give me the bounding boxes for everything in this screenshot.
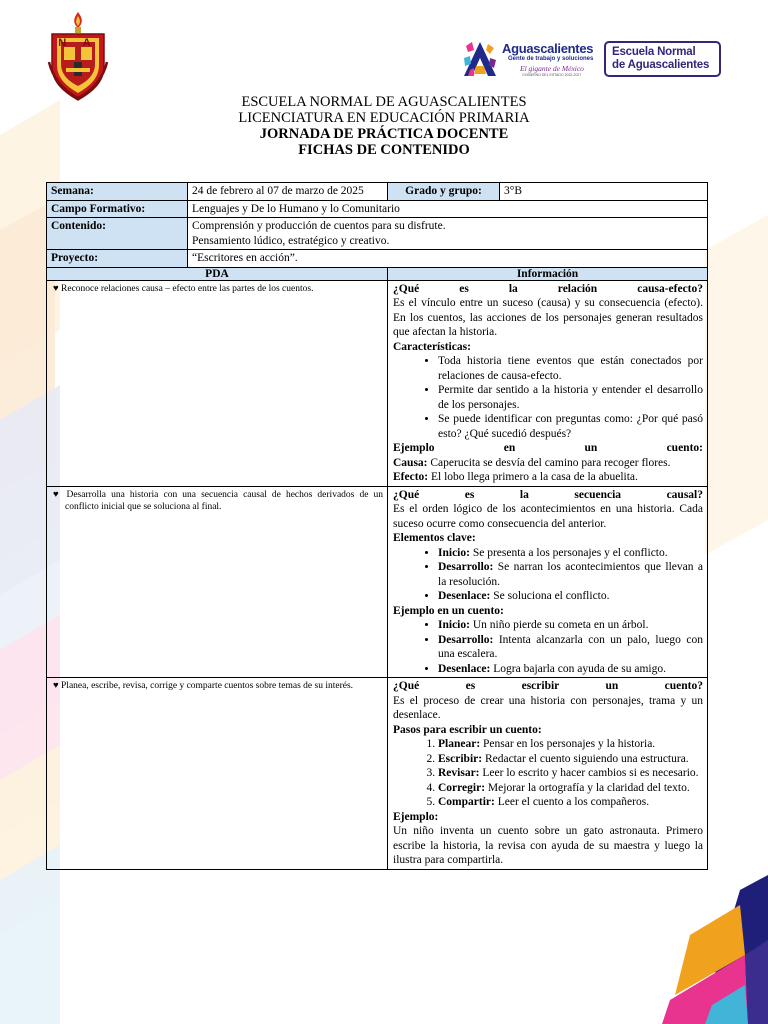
list-item: • Desarrollo: Se narran los acontecimientos que llevan a la resolución.: [438, 560, 703, 589]
list-item: • Inicio: Un niño pierde su cometa en un árbol.: [438, 618, 703, 633]
contenido-line: Pensamiento lúdico, estratégico y creativo.: [192, 234, 390, 247]
info-list: [393, 354, 703, 441]
list-item: • Se puede identificar con preguntas como: ¿Por qué pasó esto? ¿Qué sucedió después?: [438, 412, 703, 441]
heart-bullet-icon: ♥: [53, 283, 59, 294]
campo-label: Campo Formativo:: [47, 200, 188, 218]
row-campo: [47, 200, 708, 218]
list-item: • Desarrollo: Intenta alcanzarla con un palo, luego con una escalera.: [438, 633, 703, 662]
pda-cell: [47, 280, 388, 486]
contenido-line: Comprensión y producción de cuentos para su disfrute.: [192, 220, 446, 232]
info-list-title: Características:: [393, 340, 471, 353]
table-row: [47, 486, 708, 678]
list-item: 4. Corregir: Mejorar la ortografía y la claridad del texto.: [438, 781, 703, 796]
heart-bullet-icon: ♥: [53, 489, 62, 500]
column-header-row: [47, 267, 708, 280]
aguascalientes-wordmark: Aguascalientes: [502, 41, 594, 56]
list-item: • Toda historia tiene eventos que están conectados por relaciones de causa-efecto.: [438, 354, 703, 383]
info-definition: Es el orden lógico de los acontecimientos en una historia. Cada suceso ocurre como consecuencia del anterior.: [393, 503, 703, 530]
escuela-normal-logo-line1: Escuela Normal: [612, 46, 696, 58]
example-text: Un niño inventa un cuento sobre un gato astronauta. Primero escribe la historia, la revisa con ayuda de su maestra y luego la ilustra para compartirla.: [393, 825, 703, 866]
pda-text: Reconoce relaciones causa – efecto entre las partes de los cuentos.: [61, 283, 314, 294]
example-list: [393, 618, 703, 676]
list-item: 5. Compartir: Leer el cuento a los compañeros.: [438, 795, 703, 810]
effect-text: El lobo llega primero a la casa de la abuelita.: [428, 471, 638, 483]
crest-letters: N A: [58, 37, 98, 49]
pda-column-header: PDA: [47, 267, 388, 280]
escuela-normal-logo-line2: de Aguascalientes: [612, 59, 710, 71]
list-item: 2. Escribir: Redactar el cuento siguiendo una estructura.: [438, 752, 703, 767]
list-item: • Inicio: Se presenta a los personajes y el conflicto.: [438, 546, 703, 561]
info-cell: [388, 678, 708, 870]
semana-label: Semana:: [47, 183, 188, 201]
grado-label: Grado y grupo:: [388, 183, 500, 201]
info-definition: Es el proceso de crear una historia con personajes, trama y un desenlace.: [393, 694, 703, 721]
pda-cell: [47, 678, 388, 870]
pda-cell: [47, 486, 388, 678]
info-list-title: Elementos clave:: [393, 532, 476, 544]
info-column-header: Información: [388, 267, 708, 280]
escuela-normal-logo: [604, 41, 721, 77]
info-example-title: Ejemplo en un cuento:: [393, 442, 703, 454]
info-question: ¿Qué es escribir un cuento?: [393, 680, 703, 692]
document-title: FICHAS DE CONTENIDO: [298, 142, 470, 158]
pda-text: Planea, escribe, revisa, corrige y comparte cuentos sobre temas de su interés.: [61, 681, 354, 691]
list-item: • Desenlace: Logra bajarla con ayuda de su amigo.: [438, 662, 703, 677]
grado-value: 3°B: [500, 183, 708, 201]
info-example-title: Ejemplo en un cuento:: [393, 604, 504, 617]
aguascalientes-mark-icon: [462, 40, 498, 78]
proyecto-label: Proyecto:: [47, 250, 188, 268]
content-table: [46, 182, 708, 870]
table-row: [47, 678, 708, 870]
example-effect: [393, 470, 703, 485]
aguascalientes-fineprint: GOBIERNO DEL ESTADO 2022-2027: [522, 73, 582, 77]
list-item: • Permite dar sentido a la historia y entender el desarrollo de los personajes.: [438, 383, 703, 412]
cause-label: Causa:: [393, 456, 428, 469]
table-row: [47, 280, 708, 486]
info-cell: [388, 280, 708, 486]
aguascalientes-tagline: Gente de trabajo y soluciones: [508, 56, 594, 62]
aguascalientes-slogan: El gigante de México: [520, 64, 584, 73]
info-question: ¿Qué es la relación causa-efecto?: [393, 282, 703, 295]
program-title: LICENCIATURA EN EDUCACIÓN PRIMARIA: [238, 110, 530, 126]
info-list: [393, 546, 703, 604]
institution-title: ESCUELA NORMAL DE AGUASCALIENTES: [241, 94, 527, 110]
list-item: 3. Revisar: Leer lo escrito y hacer cambios si es necesario.: [438, 766, 703, 781]
info-question: ¿Qué es la secuencia causal?: [393, 488, 703, 501]
info-definition: Es el vínculo entre un suceso (causa) y su consecuencia (efecto). En los cuentos, las acciones de los personajes generan resultados que afectan la historia.: [393, 297, 703, 338]
practice-title: JORNADA DE PRÁCTICA DOCENTE: [259, 126, 509, 142]
row-semana: [47, 183, 708, 201]
info-example-title: Ejemplo:: [393, 810, 439, 823]
list-item: • Desenlace: Se soluciona el conflicto.: [438, 589, 703, 604]
list-item: 1. Planear: Pensar en los personajes y la historia.: [438, 737, 703, 752]
row-proyecto: [47, 250, 708, 268]
example-cause: [393, 456, 703, 471]
contenido-value: [188, 218, 708, 250]
cause-text: Caperucita se desvía del camino para recoger flores.: [427, 456, 671, 469]
heart-bullet-icon: ♥: [53, 681, 59, 691]
info-list-title: Pasos para escribir un cuento:: [393, 723, 542, 736]
proyecto-value: “Escritores en acción”.: [188, 250, 708, 268]
row-contenido: [47, 218, 708, 250]
document-header: [0, 94, 768, 158]
effect-label: Efecto:: [393, 471, 429, 483]
escuela-normal-crest-logo: [46, 10, 110, 102]
steps-list: [393, 737, 703, 810]
aguascalientes-logo: [462, 38, 600, 80]
info-cell: [388, 486, 708, 678]
pda-text: Desarrolla una historia con una secuencia causal de hechos derivados de un conflicto inicial que se soluciona al final.: [65, 489, 384, 512]
semana-value: 24 de febrero al 07 de marzo de 2025: [188, 183, 388, 201]
contenido-label: Contenido:: [47, 218, 188, 250]
campo-value: Lenguajes y De lo Humano y lo Comunitario: [188, 200, 708, 218]
